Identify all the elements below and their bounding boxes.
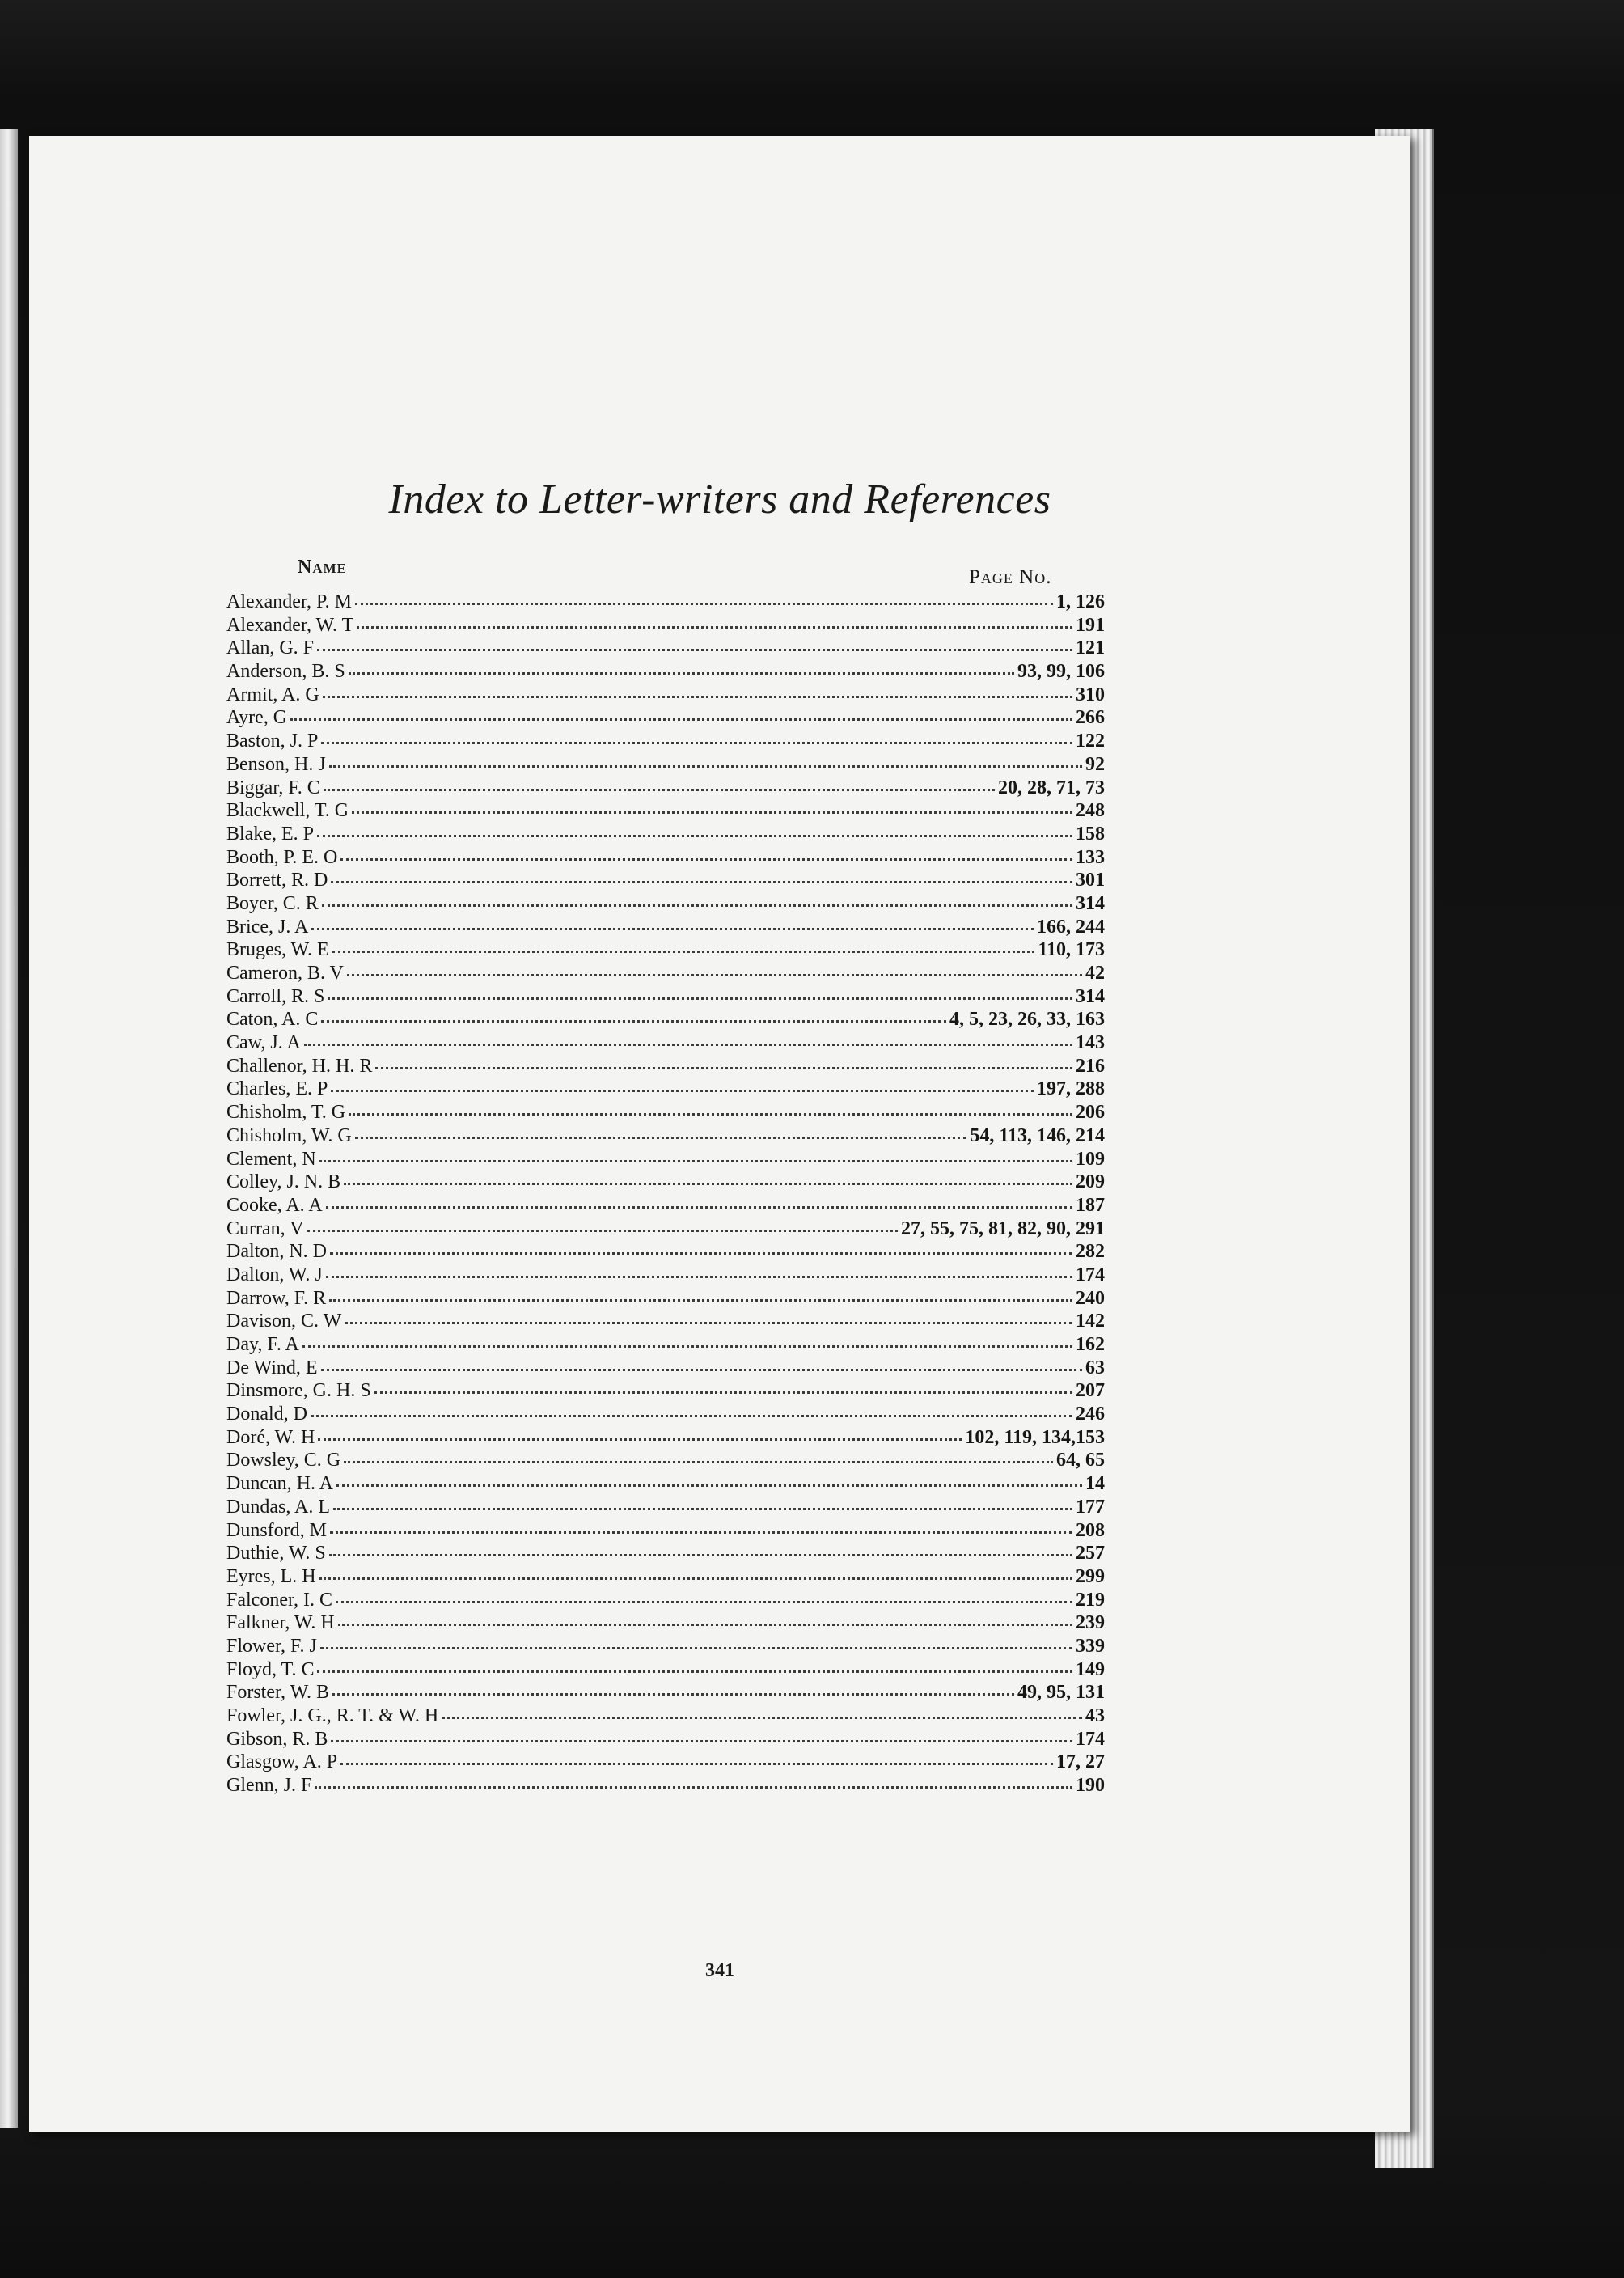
entry-name: Carroll, R. S [226,985,325,1007]
entry-pages: 207 [1076,1380,1105,1402]
entry-name: Dundas, A. L [226,1496,330,1518]
entry-name: Clement, N [226,1148,316,1170]
index-entry [226,1449,1105,1472]
entry-name: Alexander, P. M [226,591,353,612]
dot-leader [330,1531,1072,1534]
entry-name: Dunsford, M [226,1519,327,1541]
entry-name: Alexander, W. T [226,614,354,636]
dot-leader [352,811,1072,814]
entry-name: Bruges, W. E [226,939,329,961]
dot-leader [321,1020,946,1023]
index-entry [226,591,1105,614]
dot-leader [347,974,1082,976]
index-entry [226,1264,1105,1287]
entry-pages: 102, 119, 134,153 [965,1426,1105,1448]
dot-leader [311,1415,1072,1417]
entry-pages: 246 [1076,1404,1105,1425]
dot-leader [349,672,1014,675]
dot-leader [326,1276,1072,1278]
index-entry [226,1217,1105,1241]
dot-leader [324,789,995,791]
dot-leader [311,928,1034,930]
index-entry [226,1565,1105,1589]
index-entry [226,846,1105,870]
dot-leader [302,1345,1072,1348]
dot-leader [333,1508,1072,1510]
page-title: Index to Letter-writers and References [388,476,1051,523]
dot-leader [332,1693,1014,1696]
index-entry [226,777,1105,800]
index-entry [226,799,1105,823]
index-entry [226,1148,1105,1171]
index-entry [226,1681,1105,1704]
entry-name: Falkner, W. H [226,1612,335,1634]
entry-name: Flower, F. J [226,1635,317,1657]
index-entry [226,1426,1105,1450]
dot-leader [355,1137,967,1139]
entry-pages: 310 [1076,684,1105,705]
entry-pages: 92 [1085,753,1105,775]
entry-name: Duthie, W. S [226,1543,326,1565]
entry-pages: 339 [1076,1635,1105,1657]
entry-pages: 4, 5, 23, 26, 33, 163 [949,1009,1105,1031]
dot-leader [340,1763,1053,1765]
index-entry [226,1357,1105,1380]
dot-leader [332,951,1035,953]
entry-pages: 1, 126 [1056,591,1105,612]
entry-name: Dowsley, C. G [226,1450,341,1471]
index-entry [226,869,1105,892]
entry-name: Forster, W. B [226,1682,330,1704]
index-entry [226,938,1105,962]
entry-pages: 266 [1076,707,1105,729]
entry-name: Challenor, H. H. R [226,1055,373,1077]
entry-pages: 248 [1076,800,1105,822]
entry-name: Blackwell, T. G [226,800,349,822]
dot-leader [331,1740,1072,1742]
entry-name: Gibson, R. B [226,1728,328,1750]
entry-pages: 122 [1076,730,1105,752]
dot-leader [355,603,1053,605]
entry-pages: 64, 65 [1056,1450,1105,1471]
entry-pages: 206 [1076,1102,1105,1124]
dot-leader [319,1577,1072,1580]
dot-leader [320,1647,1072,1649]
dot-leader [290,718,1072,721]
dot-leader [331,881,1072,883]
index-entry [226,730,1105,753]
dot-leader [338,1624,1072,1626]
entry-name: Glasgow, A. P [226,1751,338,1773]
dot-leader [375,1067,1072,1069]
entry-pages: 197, 288 [1037,1078,1105,1100]
index-entry [226,1611,1105,1635]
index-entry [226,1542,1105,1565]
entry-name: Davison, C. W [226,1310,342,1332]
entry-name: Fowler, J. G., R. T. & W. H [226,1705,439,1726]
dot-leader [329,765,1082,768]
dot-leader [307,1230,898,1232]
dot-leader [344,1183,1072,1185]
dot-leader [349,1113,1072,1116]
index-entry [226,637,1105,660]
column-header-name: Name [298,557,347,578]
index-entry [226,1240,1105,1264]
index-entry [226,1589,1105,1612]
index-entry [226,1728,1105,1751]
dot-leader [319,1160,1072,1162]
entry-pages: 209 [1076,1171,1105,1193]
entry-name: Darrow, F. R [226,1287,327,1309]
entry-name: Dinsmore, G. H. S [226,1380,371,1402]
entry-name: Doré, W. H [226,1426,315,1448]
entry-pages: 208 [1076,1519,1105,1541]
index-entry [226,1333,1105,1357]
entry-name: Anderson, B. S [226,661,345,683]
dot-leader [328,997,1072,1000]
entry-name: De Wind, E [226,1357,318,1378]
previous-page-edge [0,129,18,2128]
index-entry [226,753,1105,777]
entry-pages: 133 [1076,846,1105,868]
entry-pages: 219 [1076,1589,1105,1611]
entry-pages: 142 [1076,1310,1105,1332]
entry-pages: 14 [1085,1473,1105,1495]
index-entry [226,962,1105,985]
entry-name: Floyd, T. C [226,1658,315,1680]
entry-name: Donald, D [226,1404,307,1425]
dot-leader [317,649,1072,651]
entry-pages: 49, 95, 131 [1017,1682,1105,1704]
index-entry [226,684,1105,707]
index-entry [226,916,1105,939]
column-header-page: Page No. [969,566,1052,588]
entry-name: Brice, J. A [226,916,309,938]
dot-leader [317,1670,1072,1673]
entry-pages: 54, 113, 146, 214 [970,1124,1105,1146]
entry-pages: 166, 244 [1037,916,1105,938]
index-entry [226,823,1105,846]
entry-name: Allan, G. F [226,637,314,659]
entry-pages: 191 [1076,614,1105,636]
dot-leader [330,1252,1072,1255]
entry-name: Dalton, N. D [226,1241,327,1263]
entry-pages: 27, 55, 75, 81, 82, 90, 291 [901,1217,1105,1239]
dot-leader [374,1391,1072,1394]
entry-name: Boyer, C. R [226,892,319,914]
entry-name: Glenn, J. F [226,1775,312,1797]
entry-pages: 149 [1076,1658,1105,1680]
index-entry [226,1496,1105,1519]
index-entry [226,1055,1105,1078]
dot-leader [329,1554,1072,1556]
entry-name: Borrett, R. D [226,870,328,891]
dot-leader [321,742,1072,744]
index-entry [226,1704,1105,1728]
dot-leader [442,1717,1082,1719]
entry-pages: 162 [1076,1334,1105,1355]
index-entry [226,660,1105,684]
dot-leader [344,1461,1053,1463]
entry-pages: 216 [1076,1055,1105,1077]
index-entry [226,1403,1105,1426]
entry-name: Booth, P. E. O [226,846,338,868]
dot-leader [331,1090,1034,1092]
entry-pages: 314 [1076,985,1105,1007]
entry-pages: 93, 99, 106 [1017,661,1105,683]
entry-pages: 239 [1076,1612,1105,1634]
entry-name: Cooke, A. A [226,1194,323,1216]
index-entry [226,1774,1105,1797]
entry-pages: 143 [1076,1032,1105,1054]
index-entry [226,614,1105,637]
index-entry [226,1310,1105,1333]
entry-name: Chisholm, W. G [226,1124,352,1146]
entry-pages: 121 [1076,637,1105,659]
entry-name: Benson, H. J [226,753,326,775]
entry-pages: 43 [1085,1705,1105,1726]
entry-pages: 63 [1085,1357,1105,1378]
entry-pages: 42 [1085,963,1105,984]
book-page [29,136,1410,2132]
entry-name: Blake, E. P [226,823,314,845]
index-entry [226,1287,1105,1310]
index-entry [226,985,1105,1009]
entry-pages: 190 [1076,1775,1105,1797]
entry-name: Cameron, B. V [226,963,344,984]
index-entry [226,1658,1105,1682]
entry-name: Duncan, H. A [226,1473,333,1495]
entry-name: Eyres, L. H [226,1565,316,1587]
index-entry [226,1379,1105,1403]
entry-name: Curran, V [226,1217,304,1239]
entry-name: Chisholm, T. G [226,1102,346,1124]
dot-leader [321,1369,1082,1371]
index-entry [226,1124,1105,1148]
entry-pages: 187 [1076,1194,1105,1216]
dot-leader [336,1601,1072,1603]
entry-name: Caton, A. C [226,1009,319,1031]
entry-name: Falconer, I. C [226,1589,333,1611]
entry-name: Ayre, G [226,707,288,729]
entry-pages: 314 [1076,892,1105,914]
entry-name: Caw, J. A [226,1032,301,1054]
entry-pages: 177 [1076,1496,1105,1518]
dot-leader [318,1438,962,1441]
entry-pages: 301 [1076,870,1105,891]
dot-leader [340,858,1072,861]
index-entry [226,1171,1105,1194]
entry-name: Biggar, F. C [226,777,320,798]
dot-leader [336,1484,1082,1487]
entry-pages: 109 [1076,1148,1105,1170]
index-entry [226,892,1105,916]
entry-pages: 174 [1076,1728,1105,1750]
entry-pages: 158 [1076,823,1105,845]
entry-pages: 299 [1076,1565,1105,1587]
entry-name: Charles, E. P [226,1078,328,1100]
dot-leader [357,626,1072,629]
index-entry [226,1194,1105,1217]
dot-leader [329,1299,1072,1302]
entry-name: Colley, J. N. B [226,1171,341,1193]
dot-leader [315,1786,1072,1789]
entry-pages: 17, 27 [1056,1751,1105,1773]
entry-pages: 20, 28, 71, 73 [998,777,1105,798]
dot-leader [345,1322,1072,1324]
page-number: 341 [705,1960,734,1981]
entry-name: Day, F. A [226,1334,299,1355]
index-entry [226,1751,1105,1774]
entry-pages: 240 [1076,1287,1105,1309]
index-entry [226,1078,1105,1101]
index-entry [226,1472,1105,1496]
entry-pages: 174 [1076,1264,1105,1285]
dot-leader [304,1044,1072,1046]
index-entry [226,1008,1105,1031]
index-entry [226,1031,1105,1055]
entry-pages: 110, 173 [1038,939,1105,961]
index-entry [226,1519,1105,1543]
dot-leader [326,1206,1072,1209]
index-entry [226,1101,1105,1124]
entry-pages: 282 [1076,1241,1105,1263]
entry-name: Dalton, W. J [226,1264,323,1285]
index-entry [226,706,1105,730]
entry-name: Baston, J. P [226,730,319,752]
index-list [226,591,1105,1797]
dot-leader [323,696,1072,698]
dot-leader [317,835,1072,837]
entry-pages: 257 [1076,1543,1105,1565]
entry-name: Armit, A. G [226,684,319,705]
dot-leader [322,904,1072,907]
index-entry [226,1635,1105,1658]
